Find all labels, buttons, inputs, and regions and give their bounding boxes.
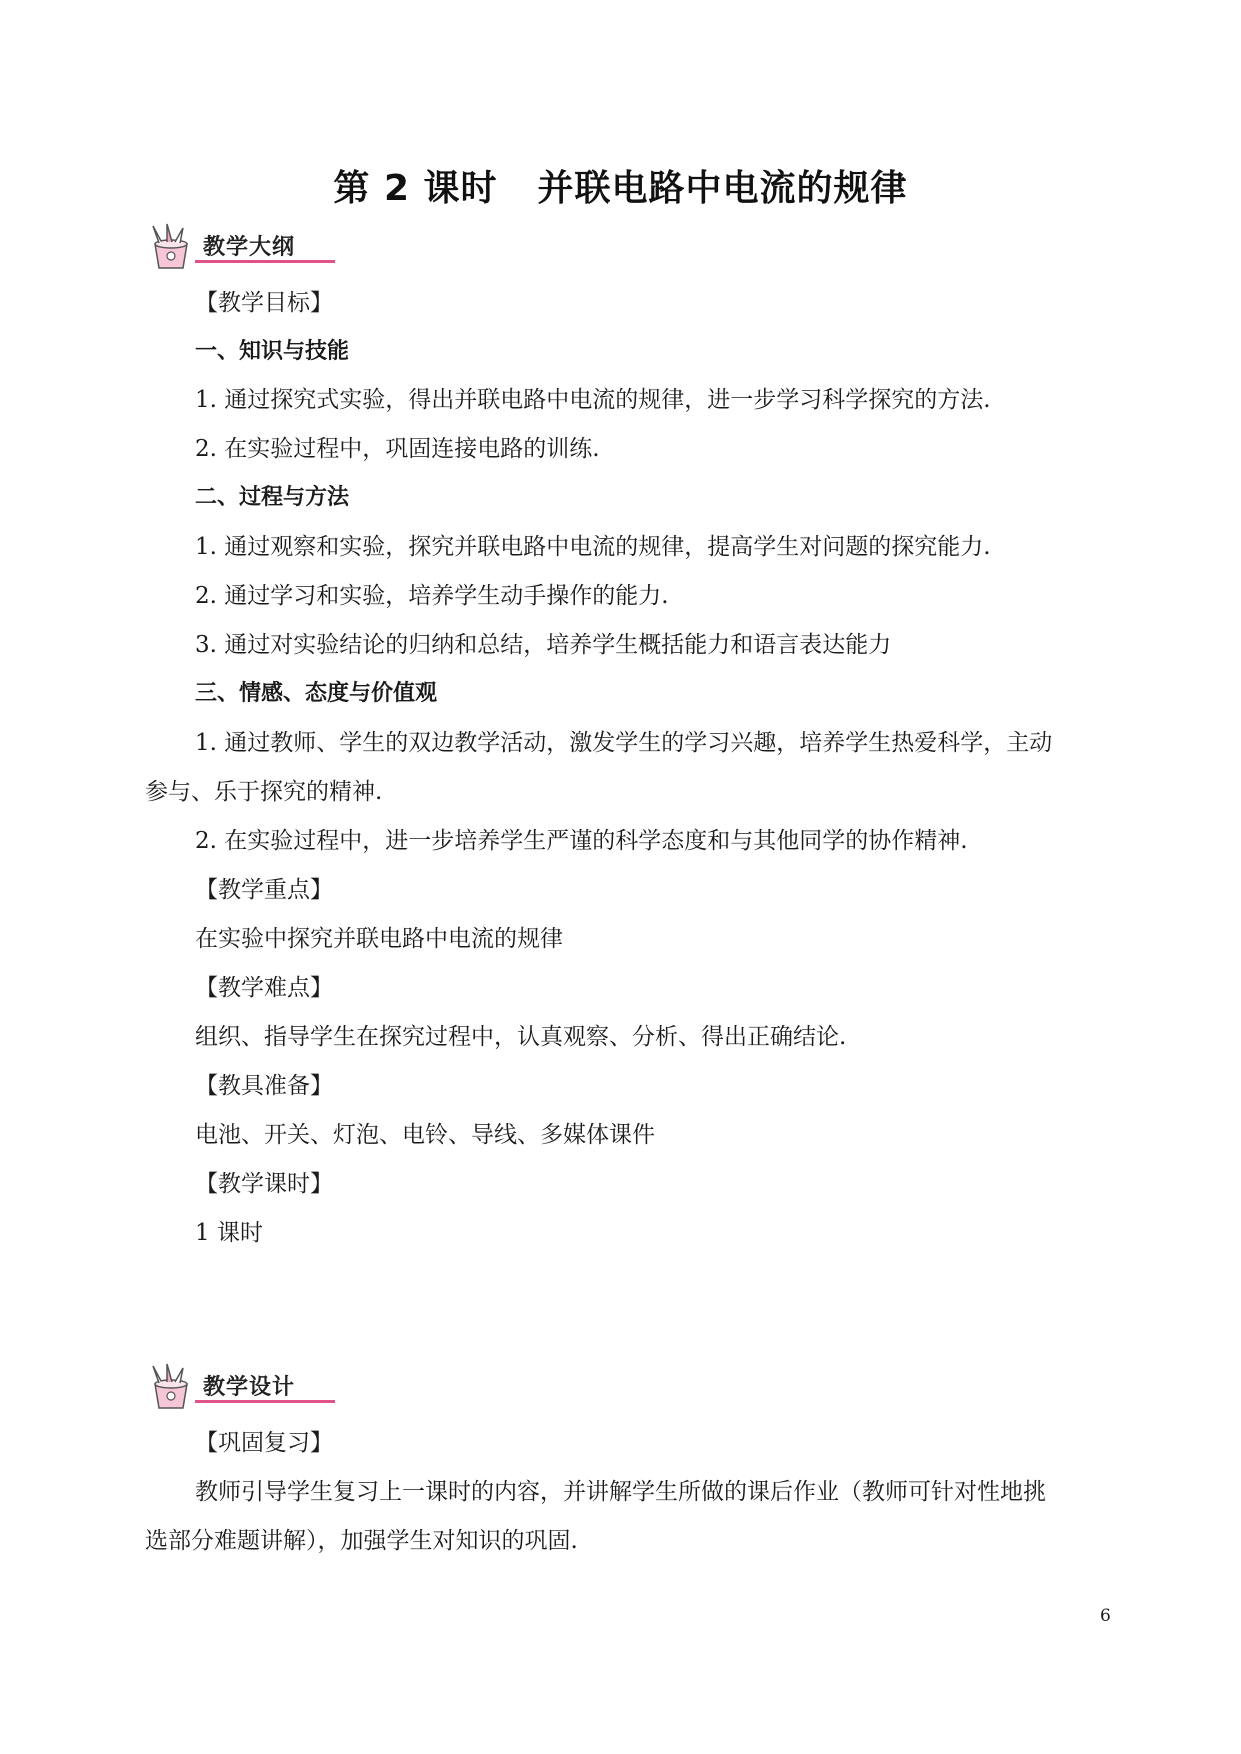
review-text-2: 选部分难题讲解），加强学生对知识的巩固. — [145, 1528, 578, 1554]
hours-text: 1 课时 — [195, 1220, 263, 1246]
lesson-topic: 并联电路中电流的规律 — [537, 168, 908, 209]
section-badge-outline — [145, 222, 335, 272]
tools-heading: 【教具准备】 — [195, 1073, 333, 1099]
badge-underline — [195, 260, 335, 263]
knowledge-item-2: 2. 在实验过程中，巩固连接电路的训练. — [195, 436, 600, 462]
page-number: 6 — [1100, 1606, 1111, 1626]
section-badge-design — [145, 1362, 335, 1412]
emotion-item-1-continued: 参与、乐于探究的精神. — [145, 779, 383, 805]
page-title — [0, 160, 1241, 211]
section-badge-outline-label: 教学大纲 — [203, 235, 296, 260]
emotion-item-2: 2. 在实验过程中，进一步培养学生严谨的科学态度和与其他同学的协作精神. — [195, 828, 968, 854]
badge-underline — [195, 1400, 335, 1403]
goals-heading: 【教学目标】 — [195, 290, 333, 316]
key-heading: 【教学重点】 — [195, 877, 333, 903]
review-heading: 【巩固复习】 — [195, 1430, 333, 1456]
process-item-3: 3. 通过对实验结论的归纳和总结，培养学生概括能力和语言表达能力 — [195, 632, 892, 658]
key-text: 在实验中探究并联电路中电流的规律 — [195, 926, 563, 952]
tools-text: 电池、开关、灯泡、电铃、导线、多媒体课件 — [195, 1122, 655, 1148]
knowledge-heading: 一、知识与技能 — [195, 339, 350, 364]
emotion-heading: 三、情感、态度与价值观 — [195, 681, 438, 706]
hours-heading: 【教学课时】 — [195, 1171, 333, 1197]
difficulty-text: 组织、指导学生在探究过程中，认真观察、分析、得出正确结论. — [195, 1024, 847, 1050]
pencil-cup-icon — [145, 1362, 205, 1412]
lesson-number: 第 2 课时 — [333, 168, 498, 209]
difficulty-heading: 【教学难点】 — [195, 975, 333, 1001]
process-item-1: 1. 通过观察和实验，探究并联电路中电流的规律，提高学生对问题的探究能力. — [195, 534, 991, 560]
knowledge-item-1: 1. 通过探究式实验，得出并联电路中电流的规律，进一步学习科学探究的方法. — [195, 387, 991, 413]
review-text-1: 教师引导学生复习上一课时的内容，并讲解学生所做的课后作业（教师可针对性地挑 — [195, 1479, 1046, 1505]
pencil-cup-icon — [145, 222, 205, 272]
process-item-2: 2. 通过学习和实验，培养学生动手操作的能力. — [195, 583, 669, 609]
section-badge-design-label: 教学设计 — [203, 1375, 296, 1400]
process-heading: 二、过程与方法 — [195, 485, 350, 510]
emotion-item-1: 1. 通过教师、学生的双边教学活动，激发学生的学习兴趣，培养学生热爱科学，主动 — [195, 730, 1053, 756]
